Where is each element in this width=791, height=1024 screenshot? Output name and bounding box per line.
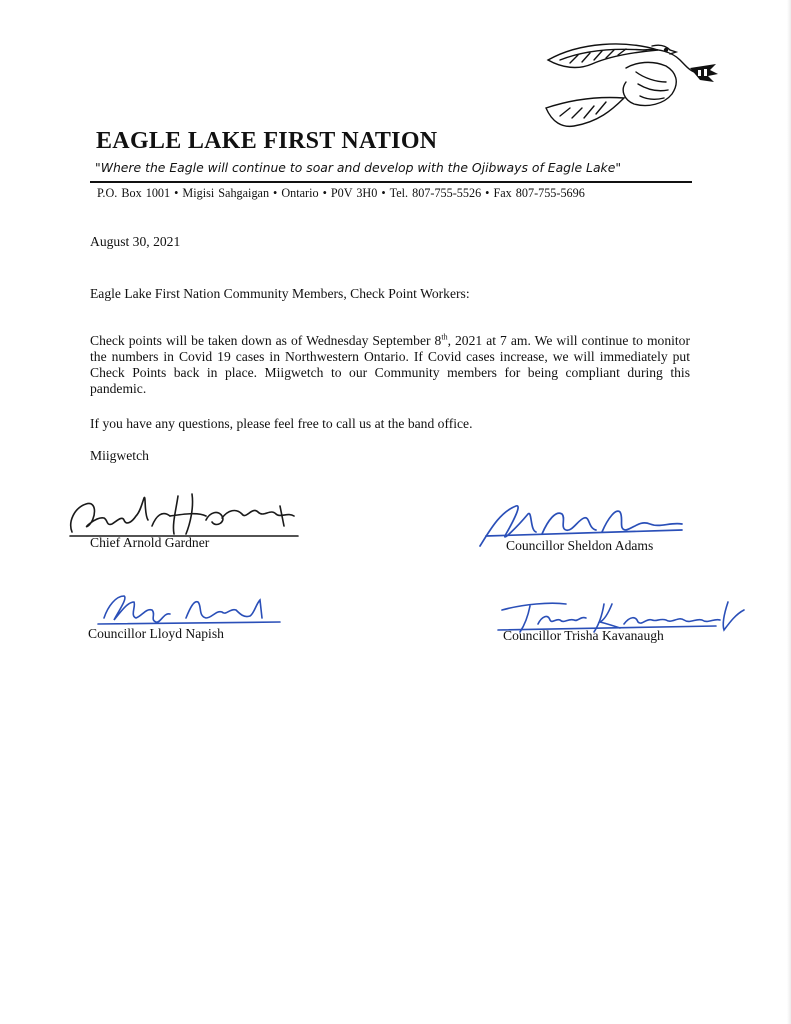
organization-motto: "Where the Eagle will continue to soar and develop with the Ojibways of Eagle Lake" bbox=[95, 160, 622, 175]
organization-name: EAGLE LAKE FIRST NATION bbox=[96, 128, 438, 154]
signature-councillor-lloyd-napish bbox=[94, 588, 290, 630]
header-divider bbox=[90, 181, 692, 183]
contact-line bbox=[97, 186, 585, 201]
salutation: Eagle Lake First Nation Community Members, Check Point Workers: bbox=[90, 286, 470, 301]
signatory-name: Councillor Lloyd Napish bbox=[88, 626, 224, 641]
letter-date: August 30, 2021 bbox=[90, 234, 181, 249]
fax: Fax 807-755-5696 bbox=[493, 186, 585, 200]
signatory-name: Councillor Sheldon Adams bbox=[506, 538, 654, 553]
body-paragraph: If you have any questions, please feel free to call us at the band office. bbox=[90, 416, 473, 431]
paragraph-text: , 2021 at 7 am. We will continue to monitor the numbers in Covid 19 cases in Northwestern Ontario. If Covid cases increase, we will immediately put Check Points back in place. Miigwetch to our Community members for being compliant during this pandemic. bbox=[90, 333, 690, 396]
community-name: Migisi Sahgaigan bbox=[182, 186, 270, 200]
ordinal-suffix: th bbox=[441, 332, 448, 342]
separator: • bbox=[381, 186, 386, 200]
separator: • bbox=[485, 186, 490, 200]
province: Ontario bbox=[281, 186, 319, 200]
separator: • bbox=[322, 186, 327, 200]
separator: • bbox=[273, 186, 278, 200]
signatory-name: Councillor Trisha Kavanaugh bbox=[503, 628, 664, 643]
paragraph-text: Check points will be taken down as of Wednesday September 8 bbox=[90, 333, 442, 348]
postal-code: P0V 3H0 bbox=[330, 186, 378, 200]
signature-chief-arnold-gardner bbox=[66, 486, 302, 542]
telephone: Tel. 807-755-5526 bbox=[389, 186, 482, 200]
po-box: P.O. Box 1001 bbox=[97, 186, 171, 200]
signatory-name: Chief Arnold Gardner bbox=[90, 535, 210, 550]
closing: Miigwetch bbox=[90, 448, 149, 463]
page-edge bbox=[787, 0, 791, 1024]
eagle-icon bbox=[540, 38, 720, 134]
separator: • bbox=[174, 186, 179, 200]
body-paragraph bbox=[90, 333, 690, 397]
